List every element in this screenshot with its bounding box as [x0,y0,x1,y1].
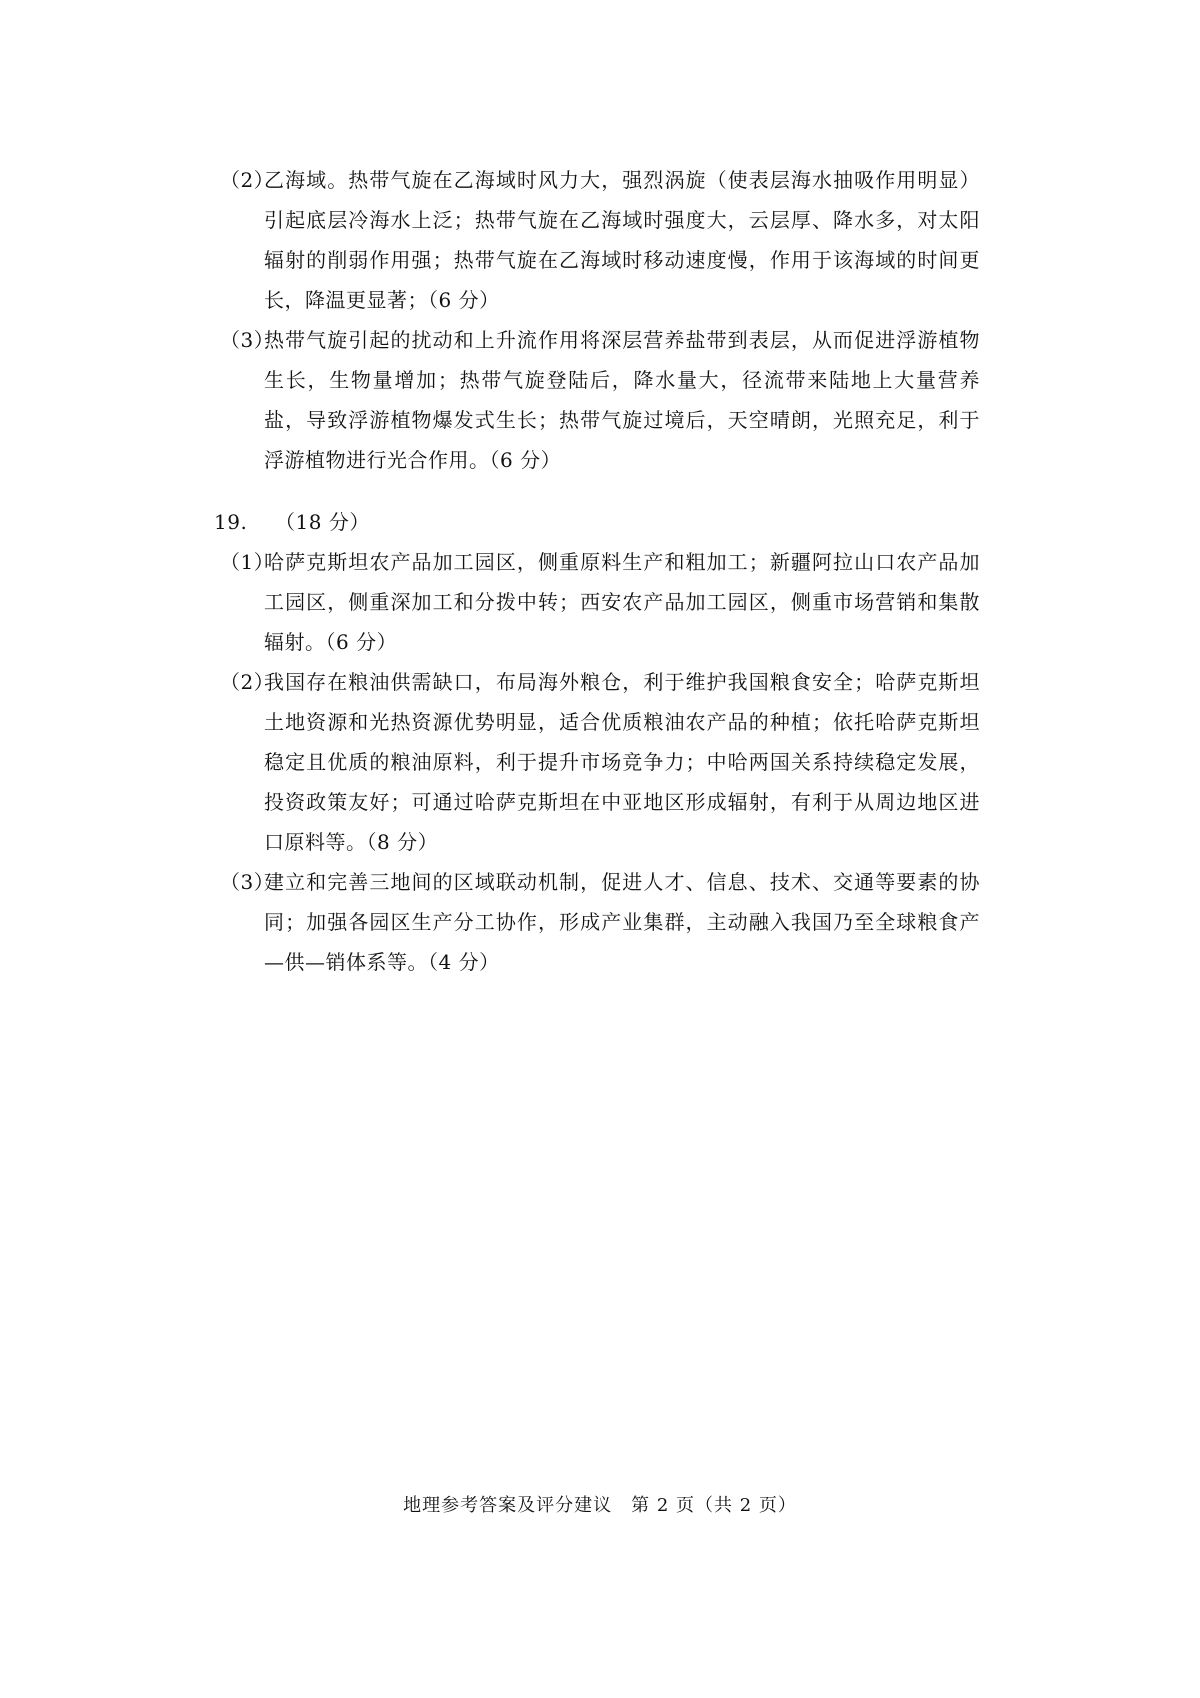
q19-heading [214,502,370,542]
item-number: （1） [220,550,275,574]
question-number: 19. [214,510,248,534]
q19-item-2 [220,662,980,862]
item-text: 哈萨克斯坦农产品加工园区，侧重原料生产和粗加工；新疆阿拉山口农产品加工园区，侧重深加工和分拨中转；西安农产品加工园区，侧重市场营销和集散辐射。（6 分） [264,550,980,654]
item-number: （3） [220,328,275,352]
page-footer: 地理参考答案及评分建议 第 2 页（共 2 页） [403,1495,797,1516]
item-number: （3） [220,870,275,894]
q19-item-3 [220,862,980,982]
q19-item-1 [220,542,980,662]
item-text: 建立和完善三地间的区域联动机制，促进人才、信息、技术、交通等要素的协同；加强各园区生产分工协作，形成产业集群，主动融入我国乃至全球粮食产—供—销体系等。（4 分） [264,870,980,974]
item-text: 热带气旋引起的扰动和上升流作用将深层营养盐带到表层，从而促进浮游植物生长，生物量增加；热带气旋登陆后，降水量大，径流带来陆地上大量营养盐，导致浮游植物爆发式生长；热带气旋过境后，天空晴朗，光照充足，利于浮游植物进行光合作用。（6 分） [264,328,980,472]
item-text: 我国存在粮油供需缺口，布局海外粮仓，利于维护我国粮食安全；哈萨克斯坦土地资源和光热资源优势明显，适合优质粮油农产品的种植；依托哈萨克斯坦稳定且优质的粮油原料，利于提升市场竞争力；中哈两国关系持续稳定发展，投资政策友好；可通过哈萨克斯坦在中亚地区形成辐射，有利于从周边地区进口原料等。（8 分） [264,670,980,854]
q18-section [0,160,1200,480]
q19-items [0,542,1200,982]
item-text: 乙海域。热带气旋在乙海域时风力大，强烈涡旋（使表层海水抽吸作用明显）引起底层冷海水上泛；热带气旋在乙海域时强度大，云层厚、降水多，对太阳辐射的削弱作用强；热带气旋在乙海域时移动速度慢，作用于该海域的时间更长，降温更显著；（6 分） [264,168,980,312]
item-number: （2） [220,168,275,192]
q18-item-2 [220,160,980,320]
question-score: （18 分） [275,510,370,534]
q18-item-3 [220,320,980,480]
item-number: （2） [220,670,275,694]
